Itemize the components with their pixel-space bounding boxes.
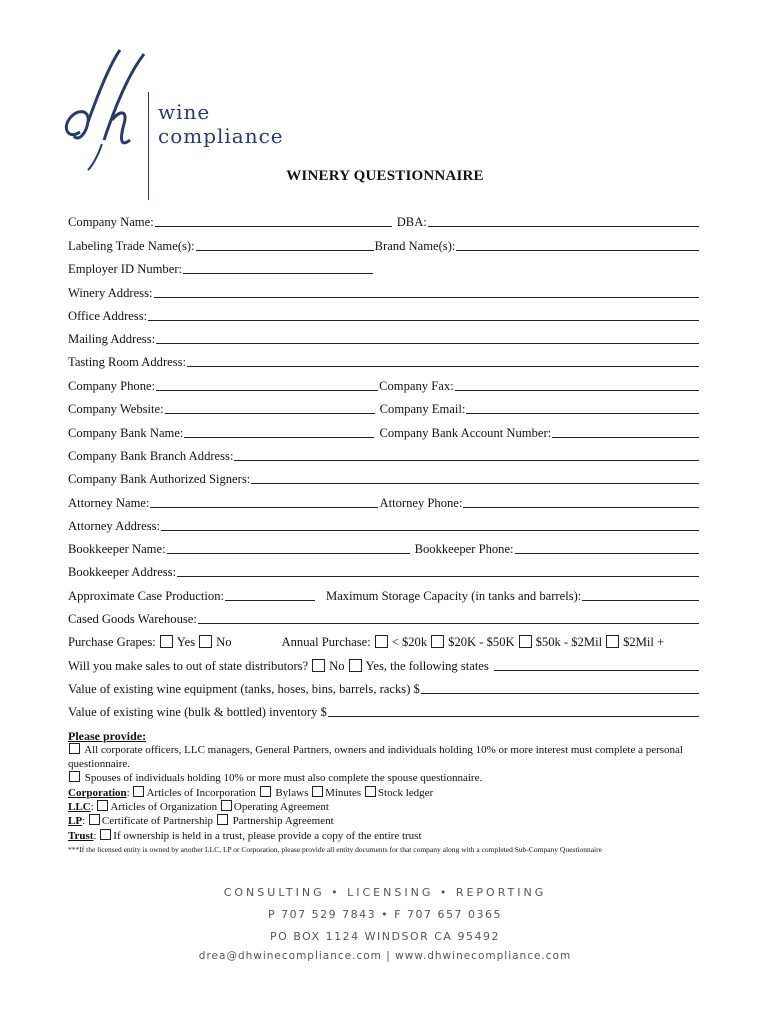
annual-purchase-label: Annual Purchase: (281, 635, 371, 649)
row-equipment-value (68, 677, 700, 697)
row-tasting-room-address (68, 350, 700, 370)
officers-checkbox[interactable] (69, 743, 80, 754)
llc-operating-agreement-text: Operating Agreement (233, 801, 329, 814)
office-address-label: Office Address: (68, 309, 148, 323)
attorney-phone-label: Attorney Phone: (379, 496, 463, 510)
row-purchase (68, 630, 700, 650)
purchase-grapes-no-label: No (216, 635, 232, 649)
labeling-trade-names-field[interactable] (196, 238, 374, 251)
row-labeling-trade-names (68, 234, 700, 254)
spouses-text: Spouses of individuals holding 10% or more must also complete the spouse questionnaire. (84, 772, 483, 785)
company-name-field[interactable] (155, 214, 392, 227)
company-name-label: Company Name: (68, 215, 154, 229)
purchase-grapes-no-checkbox[interactable] (199, 635, 212, 648)
bank-signers-field[interactable] (251, 471, 699, 484)
dba-label: DBA: (396, 215, 427, 229)
lp-item: LP: Certificate of Partnership Partnership Agreement (68, 815, 334, 828)
out-of-state-yes-label: Yes, the following states (365, 659, 489, 673)
annual-purchase-opt3-checkbox[interactable] (519, 635, 532, 648)
lp-certificate-checkbox[interactable] (89, 814, 100, 825)
bank-branch-address-field[interactable] (234, 448, 699, 461)
row-company-bank-name (68, 421, 700, 441)
row-bookkeeper-address (68, 560, 700, 580)
footer-phones: P 707 529 7843 • F 707 657 0365 (268, 908, 502, 921)
equipment-value-field[interactable] (421, 681, 699, 694)
case-production-label: Approximate Case Production: (68, 589, 224, 603)
company-website-label: Company Website: (68, 402, 164, 416)
footer-po-box: PO BOX 1124 WINDSOR CA 95492 (270, 930, 500, 943)
out-of-state-states-field[interactable] (494, 658, 699, 671)
attorney-address-label: Attorney Address: (68, 519, 160, 533)
dba-field[interactable] (428, 214, 699, 227)
bookkeeper-address-label: Bookkeeper Address: (68, 565, 177, 579)
row-cased-goods-warehouse (68, 607, 700, 627)
footer-contact: drea@dhwinecompliance.com | www.dhwinecompliance.com (198, 950, 572, 962)
row-bank-signers (68, 467, 700, 487)
brand-names-field[interactable] (456, 238, 699, 251)
bookkeeper-phone-label: Bookkeeper Phone: (414, 542, 514, 556)
row-office-address (68, 304, 700, 324)
corp-minutes-text: Minutes (325, 786, 362, 799)
row-company-phone (68, 374, 700, 394)
purchase-grapes-label: Purchase Grapes: (68, 635, 156, 649)
spouses-checkbox[interactable] (69, 771, 80, 782)
max-storage-label: Maximum Storage Capacity (in tanks and barrels): (326, 589, 582, 603)
officers-item (68, 743, 708, 771)
cased-goods-warehouse-label: Cased Goods Warehouse: (68, 612, 197, 626)
office-address-field[interactable] (148, 308, 699, 321)
purchase-grapes-yes-checkbox[interactable] (160, 635, 173, 648)
annual-purchase-opt1-label: < $20k (391, 635, 428, 649)
lp-partnership-agreement-text: Partnership Agreement (232, 815, 334, 828)
row-company-website (68, 397, 700, 417)
sub-company-note: ***If the licensed entity is owned by another LLC, LP or Corporation, please provide all entity documents for that company along with a completed Sub-Company Questionnaire (68, 845, 602, 855)
bookkeeper-phone-field[interactable] (515, 541, 699, 554)
tasting-room-address-label: Tasting Room Address: (68, 355, 187, 369)
bank-branch-address-label: Company Bank Branch Address: (68, 449, 234, 463)
annual-purchase-opt1-checkbox[interactable] (375, 635, 388, 648)
brand-names-label: Brand Name(s): (374, 239, 456, 253)
corp-stock-ledger-text: Stock ledger (377, 786, 434, 799)
spouses-item (68, 771, 708, 785)
inventory-value-field[interactable] (328, 704, 699, 717)
lp-certificate-text: Certificate of Partnership (101, 815, 214, 828)
annual-purchase-opt4-label: $2Mil + (623, 635, 665, 649)
bank-signers-label: Company Bank Authorized Signers: (68, 472, 251, 486)
row-bank-branch-address (68, 444, 700, 464)
row-company-name (68, 210, 700, 230)
annual-purchase-opt2-checkbox[interactable] (431, 635, 444, 648)
bookkeeper-address-field[interactable] (177, 564, 699, 577)
bookkeeper-name-label: Bookkeeper Name: (68, 542, 166, 556)
llc-articles-checkbox[interactable] (97, 800, 108, 811)
attorney-address-field[interactable] (161, 518, 699, 531)
corporation-label: Corporation (68, 786, 127, 799)
row-winery-address (68, 281, 700, 301)
annual-purchase-opt2-label: $20K - $50K (448, 635, 515, 649)
corp-stock-ledger-checkbox[interactable] (365, 786, 376, 797)
cased-goods-warehouse-field[interactable] (198, 611, 699, 624)
row-attorney-address (68, 514, 700, 534)
attorney-name-label: Attorney Name: (68, 496, 150, 510)
company-bank-account-field[interactable] (552, 425, 699, 438)
company-bank-account-label: Company Bank Account Number: (379, 426, 552, 440)
inventory-value-label: Value of existing wine (bulk & bottled) inventory $ (68, 705, 327, 719)
winery-address-field[interactable] (154, 285, 700, 298)
winery-address-label: Winery Address: (68, 286, 153, 300)
company-fax-label: Company Fax: (379, 379, 454, 393)
attorney-phone-field[interactable] (463, 495, 699, 508)
corp-bylaws-text: Bylaws (275, 786, 309, 799)
llc-label: LLC (68, 801, 91, 814)
row-mailing-address (68, 327, 700, 347)
company-phone-field[interactable] (156, 378, 378, 391)
equipment-value-label: Value of existing wine equipment (tanks, hoses, bins, barrels, racks) $ (68, 682, 420, 696)
lp-partnership-agreement-checkbox[interactable] (217, 814, 228, 825)
annual-purchase-opt3-label: $50k - $2Mil (535, 635, 603, 649)
company-email-field[interactable] (466, 401, 699, 414)
out-of-state-yes-checkbox[interactable] (349, 659, 362, 672)
employer-id-label: Employer ID Number: (68, 262, 183, 276)
officers-text: All corporate officers, LLC managers, General Partners, owners and individuals holding 10% or more interest must complete a personal questionnaire. (68, 744, 683, 770)
trust-text: If ownership is held in a trust, please provide a copy of the entire trust (113, 829, 422, 842)
company-logo (58, 44, 318, 174)
corp-articles-text: Articles of Incorporation (146, 786, 256, 799)
row-out-of-state (68, 654, 700, 674)
attorney-name-field[interactable] (150, 495, 378, 508)
trust-label: Trust (68, 829, 94, 842)
please-provide-heading: Please provide: (68, 729, 147, 743)
please-provide-section (68, 730, 708, 857)
company-website-field[interactable] (165, 401, 375, 414)
llc-articles-text: Articles of Organization (110, 801, 218, 814)
dh-monogram-icon (58, 44, 154, 174)
out-of-state-label: Will you make sales to out of state distributors? (68, 659, 309, 673)
out-of-state-no-checkbox[interactable] (312, 659, 325, 672)
row-attorney-name (68, 491, 700, 511)
llc-item: LLC: Articles of Organization Operating Agreement (68, 801, 329, 814)
logo-word-compliance: compliance (158, 124, 284, 148)
corp-bylaws-checkbox[interactable] (260, 786, 271, 797)
tasting-room-address-field[interactable] (187, 354, 699, 367)
logo-word-wine: wine (158, 100, 211, 124)
company-fax-field[interactable] (455, 378, 699, 391)
form-title: WINERY QUESTIONNAIRE (286, 168, 484, 184)
lp-label: LP (68, 815, 83, 828)
corp-minutes-checkbox[interactable] (312, 786, 323, 797)
corporation-item: Corporation: Articles of Incorporation Bylaws Minutes Stock ledger (68, 786, 434, 799)
trust-checkbox[interactable] (100, 829, 111, 840)
company-bank-name-label: Company Bank Name: (68, 426, 184, 440)
out-of-state-no-label: No (329, 659, 345, 673)
corp-articles-checkbox[interactable] (133, 786, 144, 797)
trust-item: Trust: If ownership is held in a trust, please provide a copy of the entire trust (68, 829, 422, 842)
company-email-label: Company Email: (379, 402, 466, 416)
company-bank-name-field[interactable] (184, 425, 374, 438)
case-production-field[interactable] (225, 588, 315, 601)
row-inventory-value (68, 700, 700, 720)
max-storage-field[interactable] (582, 588, 699, 601)
mailing-address-label: Mailing Address: (68, 332, 156, 346)
footer-services: CONSULTING • LICENSING • REPORTING (223, 886, 547, 899)
purchase-grapes-yes-label: Yes (176, 635, 196, 649)
row-bookkeeper-name (68, 537, 700, 557)
company-phone-label: Company Phone: (68, 379, 156, 393)
row-case-production (68, 584, 700, 604)
labeling-trade-names-label: Labeling Trade Name(s): (68, 239, 195, 253)
annual-purchase-opt4-checkbox[interactable] (606, 635, 619, 648)
row-employer-id (68, 257, 700, 277)
mailing-address-field[interactable] (156, 331, 699, 344)
bookkeeper-name-field[interactable] (167, 541, 410, 554)
employer-id-field[interactable] (183, 261, 373, 274)
llc-operating-agreement-checkbox[interactable] (221, 800, 232, 811)
